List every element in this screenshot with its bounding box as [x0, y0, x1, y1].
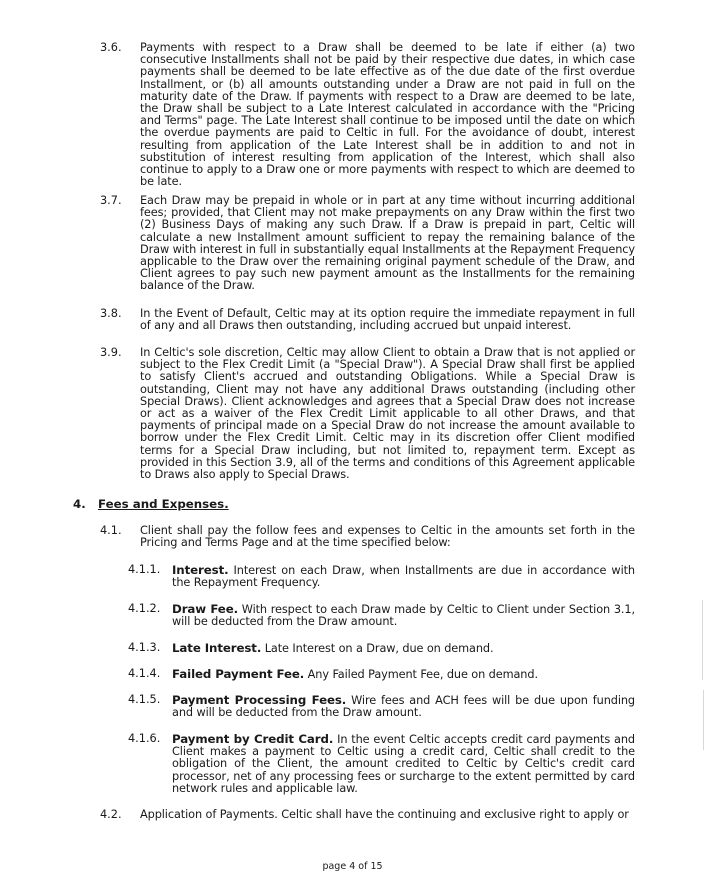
subsection-lead: Failed Payment Fee. [172, 667, 305, 681]
section-4-1-text: Client shall pay the follow fees and expenses to Celtic in the amounts set forth in the Pricing and Terms Page and at the time specified below: [140, 524, 635, 550]
section-number: 3.7. [100, 194, 122, 207]
page-footer: page 4 of 15 [322, 861, 383, 872]
subsection-4-1-1 [172, 564, 635, 589]
section-3-7-text: Each Draw may be prepaid in whole or in part at any time without incurring additional fees; provided, that Client may not make prepayments on any Draw within the first two (2) Business Days of making any such Draw. If a Draw is prepaid in part, Celtic will calculate a new Installment amount sufficient to repay the remaining balance of the Draw with interest in full in substantially equal Installments at the Repayment Frequency applicable to the Draw over the remaining original payment schedule of the Draw, and Client agrees to pay such new payment amount as the Installments for the remaining balance of the Draw. [140, 194, 635, 293]
section-number: 3.8. [100, 307, 122, 320]
subsection-number: 4.1.6. [128, 732, 161, 745]
section-number: 3.9. [100, 346, 122, 359]
subsection-lead: Payment Processing Fees. [172, 693, 347, 707]
heading-title: Fees and Expenses. [98, 497, 229, 511]
subsection-text: Late Interest on a Draw, due on demand. [261, 642, 494, 655]
subsection-4-1-4 [172, 668, 635, 681]
section-number: 4.2. [100, 808, 122, 821]
subsection-text: Any Failed Payment Fee, due on demand. [304, 668, 538, 681]
subsection-4-1-2 [172, 603, 635, 628]
subsection-4-1-3 [172, 642, 635, 655]
subsection-lead: Draw Fee. [172, 602, 238, 616]
subsection-text: Interest on each Draw, when Installments are due in accordance with the Repayment Frequency. [172, 564, 635, 590]
subsection-number: 4.1.2. [128, 602, 161, 615]
subsection-number: 4.1.1. [128, 563, 161, 576]
section-4-heading [73, 497, 229, 511]
section-number: 4.1. [100, 524, 122, 537]
subsection-4-1-5 [172, 694, 635, 719]
subsection-4-1-6 [172, 733, 635, 795]
scan-mark [702, 600, 703, 680]
subsection-number: 4.1.3. [128, 641, 161, 654]
section-number: 3.6. [100, 41, 122, 54]
section-3-9-text: In Celtic's sole discretion, Celtic may allow Client to obtain a Draw that is not applied or subject to the Flex Credit Limit (a "Special Draw"). A Special Draw shall first be applied to satisfy Client's accrued and outstanding Obligations. While a Special Draw is outstanding, Client may not have any additional Draws outstanding (including other Special Draws). Client acknowledges and agrees that a Special Draw does not increase or act as a waiver of the Flex Credit Limit applicable to all other Draws, and that payments of principal made on a Special Draw do not increase the amount available to borrow under the Flex Credit Limit. Celtic may in its discretion offer Client modified terms for a Special Draw including, but not limited to, repayment term. Except as provided in this Section 3.9, all of the terms and conditions of this Agreement applicable to Draws also apply to Special Draws. [140, 346, 635, 482]
subsection-lead: Interest. [172, 563, 229, 577]
section-3-8-text: In the Event of Default, Celtic may at its option require the immediate repayment in full of any and all Draws then outstanding, including accrued but unpaid interest. [140, 307, 635, 333]
subsection-text: In the event Celtic accepts credit card payments and Client makes a payment to Celtic using a credit card, Celtic shall credit to the obligation of the Client, the amount credited to Celtic by Celtic's credit card processor, net of any processing fees or surcharge to the extent permitted by card network rules and applicable law. [172, 733, 635, 795]
section-3-6-text: Payments with respect to a Draw shall be deemed to be late if either (a) two consecutive Installments shall not be paid by their respective due dates, in which case payments shall be deemed to be late effective as of the due date of the first overdue Installment, or (b) all amounts outstanding under a Draw are not paid in full on the maturity date of the Draw. If payments with respect to a Draw are deemed to be late, the Draw shall be subject to a Late Interest calculated in accordance with the "Pricing and Terms" page. The Late Interest shall continue to be imposed until the date on which the overdue payments are paid to Celtic in full. For the avoidance of doubt, interest resulting from application of the Late Interest shall be in addition to and not in substitution of interest resulting from application of the Interest, which shall also continue to apply to a Draw one or more payments with respect to which are deemed to be late. [140, 41, 635, 189]
subsection-text: Wire fees and ACH fees will be due upon funding and will be deducted from the Draw amount. [172, 694, 635, 720]
subsection-number: 4.1.5. [128, 693, 161, 706]
scan-mark [703, 690, 704, 750]
subsection-text: With respect to each Draw made by Celtic to Client under Section 3.1, will be deducted from the Draw amount. [172, 603, 635, 629]
section-4-2-text: Application of Payments. Celtic shall have the continuing and exclusive right to apply or [140, 808, 629, 821]
subsection-lead: Late Interest. [172, 641, 262, 655]
subsection-lead: Payment by Credit Card. [172, 732, 334, 746]
heading-number: 4. [73, 497, 86, 511]
subsection-number: 4.1.4. [128, 667, 161, 680]
